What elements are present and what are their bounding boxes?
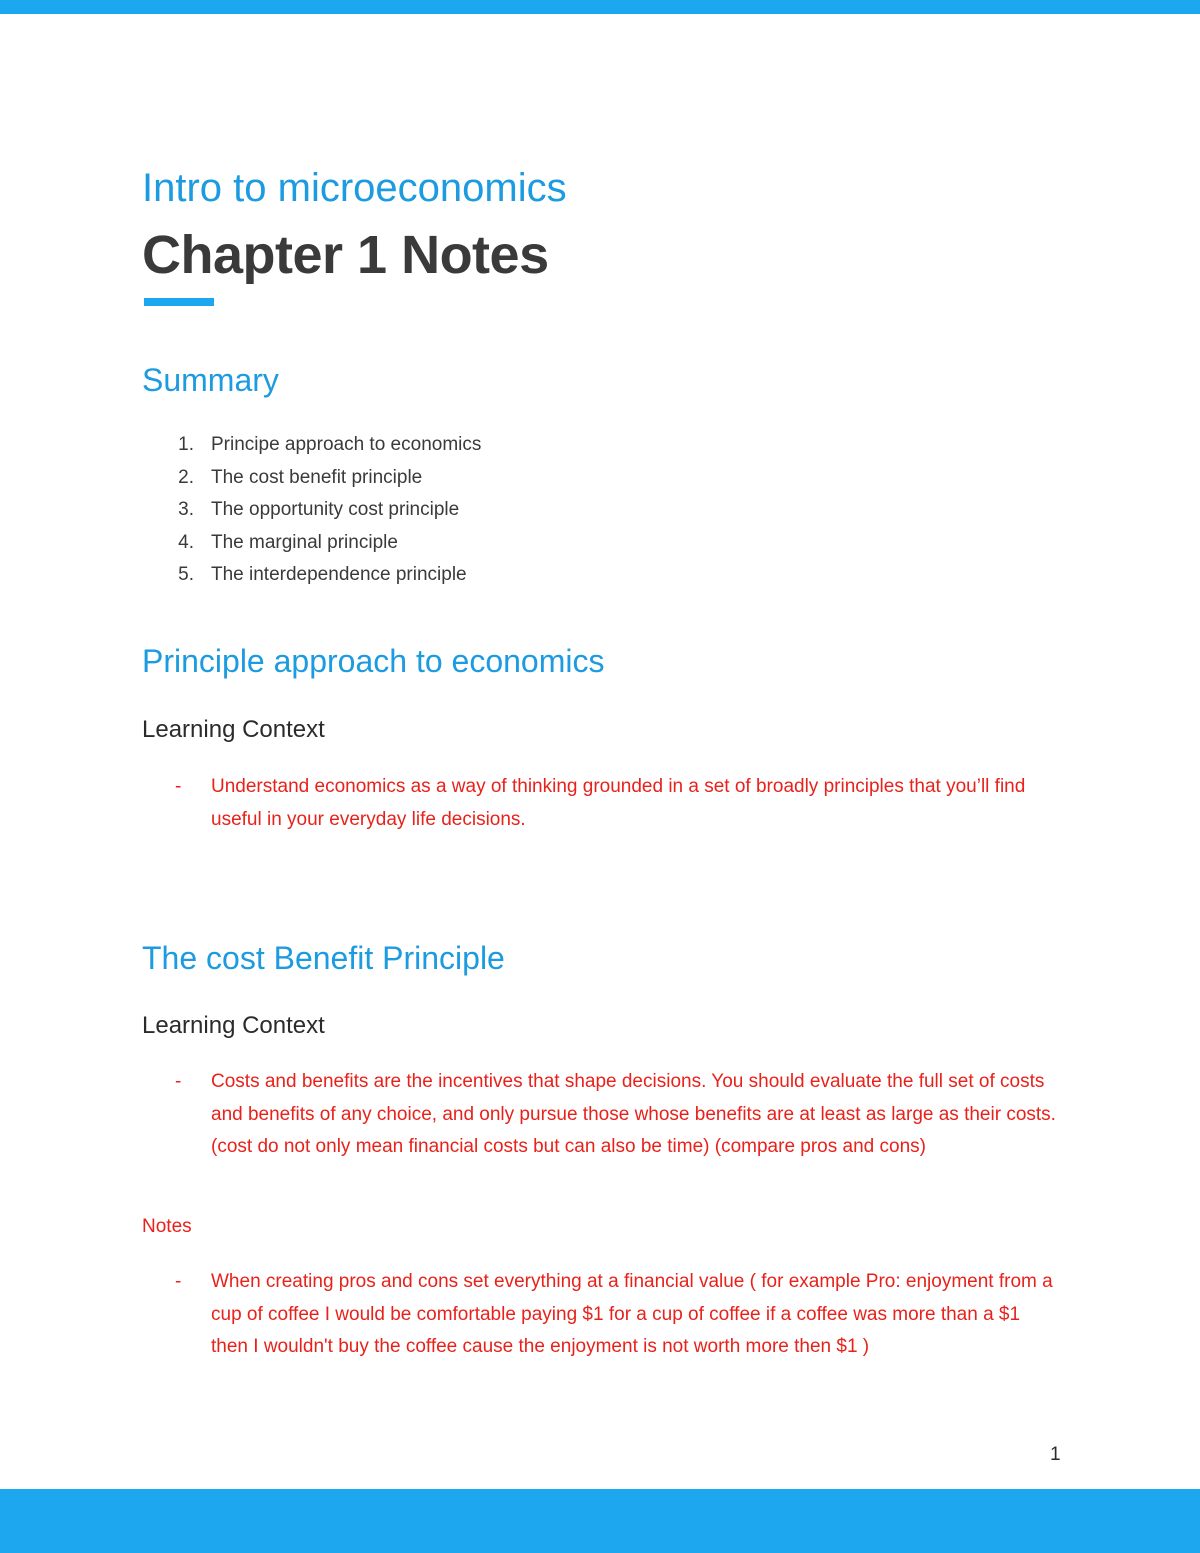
page-number: 1 [1050,1444,1061,1465]
bottom-accent-bar [0,1489,1200,1553]
learning-context-heading: Learning Context [142,716,325,743]
notes-label: Notes [142,1216,192,1237]
summary-list [142,431,481,594]
list-item: 1. Principe approach to economics [178,434,482,455]
document-title: Chapter 1 Notes [142,225,549,285]
list-item: 3. The opportunity cost principle [178,499,460,520]
learning-context-list [142,1066,1062,1164]
list-item: - Understand economics as a way of thinking grounded in a set of broadly principles that you’ll find useful in your everyday life decisions. [175,776,1026,830]
section-heading-cost-benefit: The cost Benefit Principle [142,940,505,976]
list-item: 5. The interdependence principle [178,564,467,585]
section-heading-principle-approach: Principle approach to economics [142,643,605,679]
learning-context-heading: Learning Context [142,1012,325,1039]
learning-context-list [142,771,1062,836]
document-subtitle: Intro to microeconomics [142,166,567,210]
summary-heading: Summary [142,362,279,398]
top-accent-bar [0,0,1200,14]
list-item: 4. The marginal principle [178,531,398,553]
title-underline [144,298,214,306]
notes-list [142,1266,1062,1364]
list-item: 2. The cost benefit principle [178,466,423,488]
list-item: - Costs and benefits are the incentives that shape decisions. You should evaluate the full set of costs and benefits of any choice, and only pursue those whose benefits are at least as large as their costs. (cost do not only mean financial costs but can also be time) (compare pros and cons) [175,1071,1056,1157]
list-item: - When creating pros and cons set everything at a financial value ( for example Pro: enjoyment from a cup of coffee I would be comfortable paying $1 for a cup of coffee if a coffee was more than a $1 then I wouldn't buy the coffee cause the enjoyment is not worth more then $1 ) [175,1271,1053,1357]
